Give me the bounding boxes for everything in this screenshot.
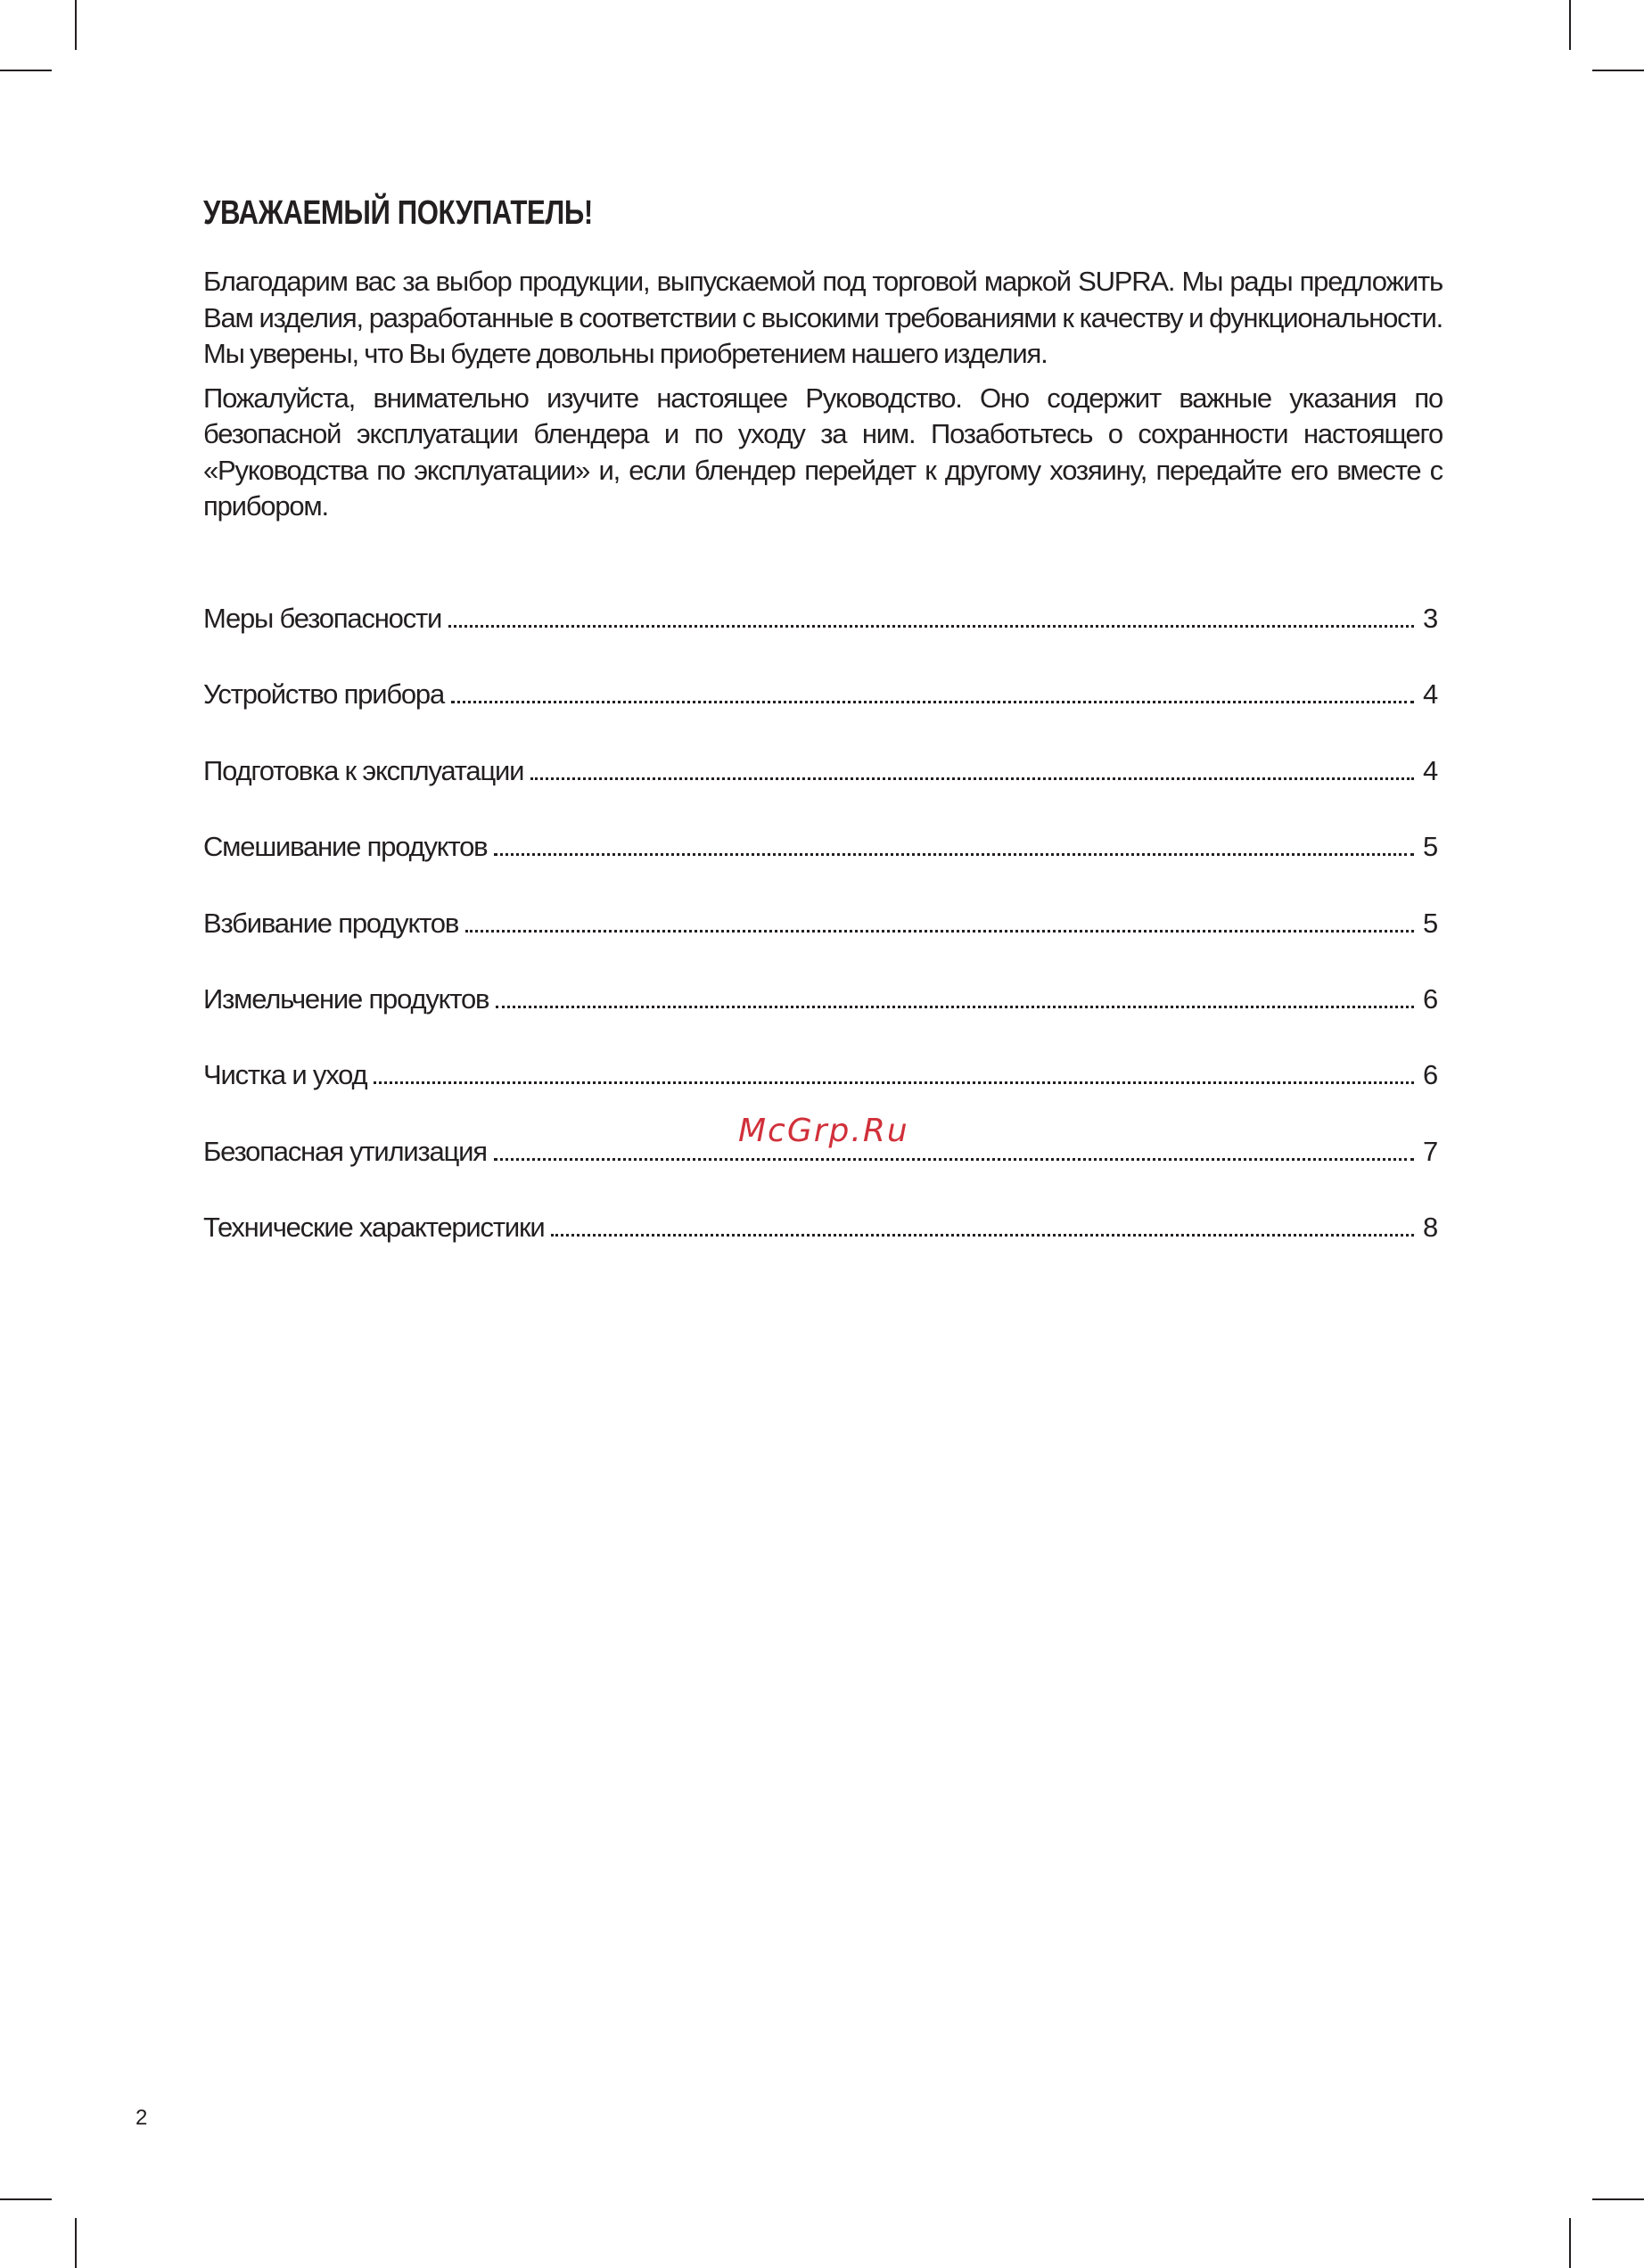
page-heading: УВАЖАЕМЫЙ ПОКУПАТЕЛЬ!: [203, 194, 593, 232]
toc-entry[interactable]: [203, 831, 1437, 907]
toc-entry-title: Технические характеристики: [203, 1212, 545, 1244]
toc-entry-title: Безопасная утилизация: [203, 1135, 487, 1167]
intro-paragraph: Пожалуйста, внимательно изучите настоящее Руководство. Оно содержит важные указания по безопасной эксплуатации блендера и по уходу за ним. Позаботьтесь о сохранности настоящего «Руководства по эксплуатации» и, если блендер перейдет к другому хозяину, передайте его вместе с прибором.: [203, 382, 1443, 522]
page-number: 2: [136, 2106, 148, 2130]
toc-entry-page: 3: [1422, 603, 1437, 634]
intro-text: [203, 264, 1443, 533]
intro-paragraph: Благодарим вас за выбор продукции, выпускаемой под торговой маркой SUPRA. Мы рады предложить Вам изделия, разработанные в соответствии с высокими требованиями к качеству и функциональности. Мы уверены, что Вы будете довольны приобретением нашего изделия.: [203, 266, 1443, 369]
table-of-contents: [203, 603, 1437, 1288]
toc-entry[interactable]: [203, 678, 1437, 754]
toc-entry-page: 5: [1422, 831, 1437, 863]
crop-mark-top-left-horizontal: [0, 70, 52, 71]
crop-mark-top-right-horizontal: [1592, 70, 1644, 71]
toc-entry-page: 4: [1422, 678, 1437, 711]
toc-entry[interactable]: [203, 908, 1437, 983]
toc-leader-dots: [374, 1081, 1414, 1084]
toc-entry-title: Чистка и уход: [203, 1059, 367, 1091]
watermark-text: McGrp.Ru: [738, 1113, 909, 1149]
toc-entry-title: Измельчение продуктов: [203, 982, 489, 1015]
toc-leader-dots: [530, 777, 1414, 780]
toc-leader-dots: [551, 1234, 1414, 1237]
crop-mark-bottom-left-horizontal: [0, 2198, 52, 2200]
toc-entry[interactable]: [203, 755, 1437, 831]
toc-entry-page: 4: [1422, 754, 1437, 786]
toc-leader-dots: [496, 1006, 1414, 1008]
toc-entry-title: Взбивание продуктов: [203, 907, 459, 939]
toc-entry-page: 5: [1422, 907, 1437, 939]
toc-leader-dots: [451, 701, 1414, 703]
toc-leader-dots: [448, 625, 1414, 628]
toc-leader-dots: [494, 1158, 1414, 1161]
toc-entry-title: Подготовка к эксплуатации: [203, 754, 524, 786]
toc-leader-dots: [494, 853, 1414, 856]
toc-entry[interactable]: [203, 1212, 1437, 1287]
toc-leader-dots: [465, 930, 1414, 933]
crop-mark-bottom-right-vertical: [1569, 2218, 1571, 2268]
toc-entry-page: 6: [1422, 1059, 1437, 1091]
toc-entry-page: 6: [1422, 982, 1437, 1015]
crop-mark-bottom-right-horizontal: [1592, 2198, 1644, 2200]
crop-mark-top-left-vertical: [75, 0, 77, 50]
crop-mark-top-right-vertical: [1569, 0, 1571, 50]
toc-entry-title: Меры безопасности: [203, 603, 442, 634]
toc-entry-page: 7: [1422, 1135, 1437, 1167]
toc-entry[interactable]: [203, 603, 1437, 678]
crop-mark-bottom-left-vertical: [75, 2218, 77, 2268]
toc-entry-title: Смешивание продуктов: [203, 831, 488, 863]
toc-entry[interactable]: [203, 983, 1437, 1059]
toc-entry-title: Устройство прибора: [203, 678, 445, 711]
toc-entry-page: 8: [1422, 1212, 1437, 1244]
